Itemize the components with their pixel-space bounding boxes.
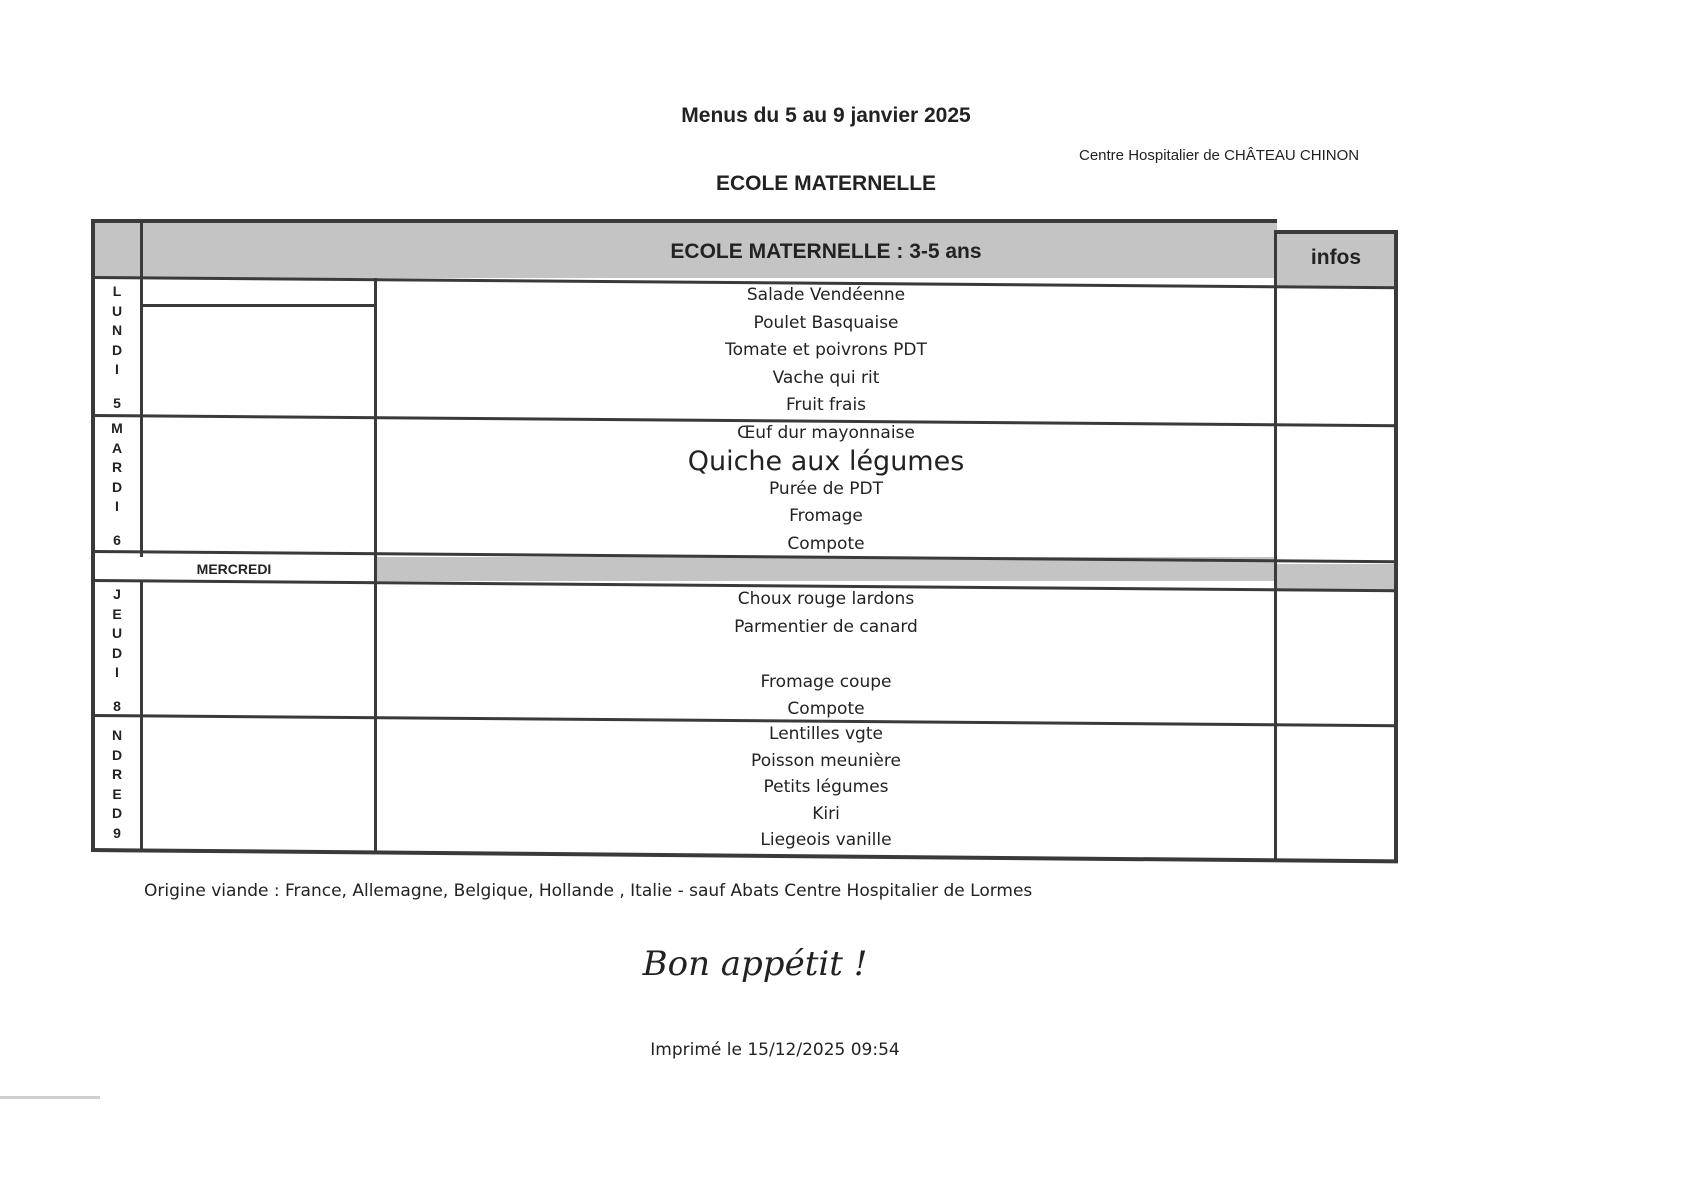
day-letter: D bbox=[111, 644, 123, 661]
menu-item: Parmentier de canard bbox=[734, 616, 918, 637]
day-letter: N bbox=[111, 322, 123, 338]
day-label-mardi bbox=[93, 419, 141, 550]
menu-item: Fromage coupe bbox=[760, 671, 892, 692]
menu-jeudi bbox=[377, 586, 1275, 724]
menu-item-empty bbox=[377, 641, 1275, 669]
menu-item: Vache qui rit bbox=[772, 367, 880, 388]
day-letter: U bbox=[111, 302, 123, 319]
day-label-mercredi: MERCREDI bbox=[196, 561, 272, 577]
menu-item: Compote bbox=[787, 533, 865, 554]
day-letter: J bbox=[113, 586, 121, 602]
border-top-infos bbox=[1277, 230, 1398, 234]
day-letter: I bbox=[115, 498, 119, 514]
menu-item: Choux rouge lardons bbox=[737, 589, 915, 609]
menu-item: Lentilles vgte bbox=[769, 724, 883, 744]
day-letter: M bbox=[111, 420, 123, 436]
menu-vendredi bbox=[377, 721, 1275, 854]
day-number: 9 bbox=[113, 824, 121, 841]
printed-date: Imprimé le 15/12/2025 09:54 bbox=[650, 1040, 900, 1060]
column-header: ECOLE MATERNELLE : 3-5 ans bbox=[670, 240, 982, 263]
day-letter: E bbox=[112, 605, 122, 622]
page-title: Menus du 5 au 9 janvier 2025 bbox=[681, 104, 971, 127]
day-label-vendredi bbox=[93, 726, 141, 843]
day-label-lundi bbox=[93, 282, 141, 413]
menu-item: Liegeois vanille bbox=[760, 830, 892, 850]
day-letter: L bbox=[112, 283, 122, 299]
lundi-sub-line bbox=[143, 304, 376, 307]
menu-mardi bbox=[377, 420, 1275, 558]
day-letter: D bbox=[111, 805, 123, 821]
day-letter: R bbox=[111, 766, 123, 782]
day-label-jeudi bbox=[93, 585, 141, 716]
menu-item: Poisson meunière bbox=[751, 750, 901, 771]
day-letter-gap bbox=[93, 683, 141, 697]
day-letter: E bbox=[112, 785, 122, 802]
day-letter: D bbox=[111, 478, 123, 495]
day-letter: R bbox=[111, 459, 123, 475]
day-letter: U bbox=[111, 625, 123, 641]
infos-header: infos bbox=[1310, 246, 1362, 269]
border-top bbox=[91, 219, 1277, 223]
menu-item: Fruit frais bbox=[785, 395, 867, 415]
day-letter-gap bbox=[93, 517, 141, 531]
menu-item: Fromage bbox=[789, 506, 863, 526]
menu-item: Kiri bbox=[812, 803, 840, 824]
day-number: 6 bbox=[113, 531, 121, 548]
day-letter: I bbox=[115, 664, 119, 680]
menu-item: Œuf dur mayonnaise bbox=[737, 423, 915, 443]
institution-name: Centre Hospitalier de CHÂTEAU CHINON bbox=[1079, 147, 1360, 164]
menu-item: Poulet Basquaise bbox=[753, 312, 899, 333]
scan-artifact bbox=[0, 1096, 100, 1099]
mercredi-infos-band bbox=[1277, 564, 1395, 590]
menu-item: Compote bbox=[787, 699, 865, 719]
page-subtitle: ECOLE MATERNELLE bbox=[715, 172, 937, 195]
day-letter-gap bbox=[93, 380, 141, 394]
day-letter: I bbox=[115, 361, 119, 377]
menu-item: Salade Vendéenne bbox=[746, 285, 906, 305]
day-letter: N bbox=[111, 727, 123, 743]
menu-item: Petits légumes bbox=[763, 777, 889, 797]
menu-item-main: Quiche aux légumes bbox=[687, 445, 965, 477]
menu-item: Purée de PDT bbox=[768, 478, 884, 499]
border-right bbox=[1394, 230, 1398, 863]
day-number: 8 bbox=[113, 697, 121, 714]
meat-origin-note: Origine viande : France, Allemagne, Belgique, Hollande , Italie - sauf Abats Centre Hospitalier de Lormes bbox=[144, 881, 1033, 901]
day-letter: A bbox=[111, 439, 123, 456]
day-letter: D bbox=[111, 341, 123, 358]
day-number: 5 bbox=[113, 394, 121, 411]
day-letter: D bbox=[111, 746, 123, 763]
bon-appetit: Bon appétit ! bbox=[642, 944, 868, 984]
menu-item: Tomate et poivrons PDT bbox=[725, 340, 927, 360]
menu-lundi bbox=[377, 282, 1275, 420]
